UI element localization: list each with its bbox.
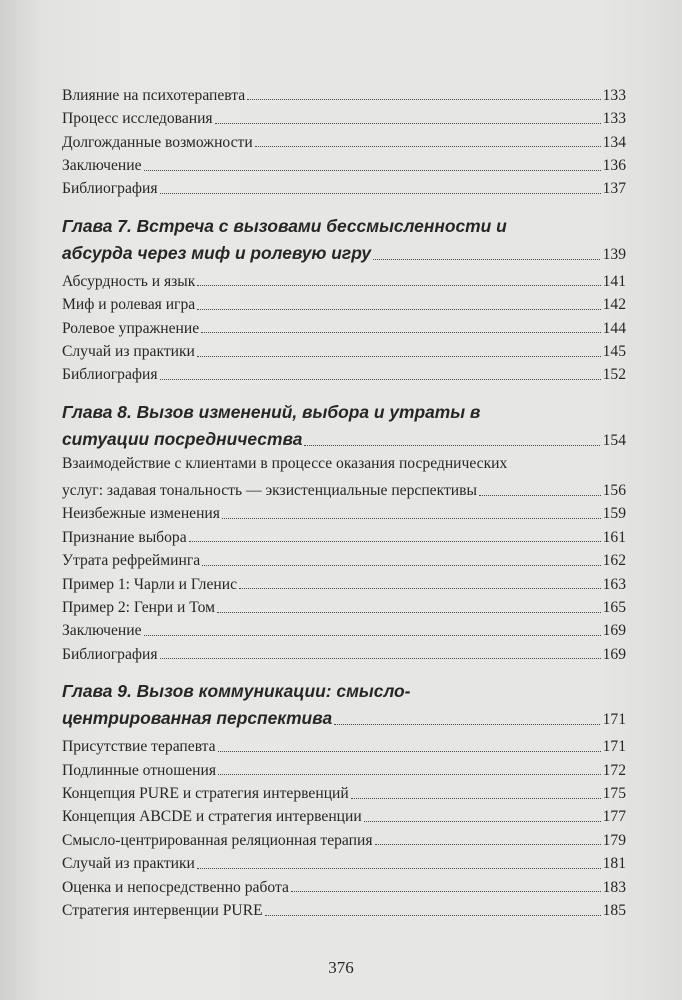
toc-entry-page: 144 [602, 319, 626, 337]
chapter-title-line [62, 425, 626, 450]
toc-entry-page: 133 [602, 86, 626, 104]
toc-entry-title: Ролевое упражнение [62, 319, 200, 337]
chapter-heading-9 [62, 678, 626, 729]
dot-leader [255, 146, 601, 147]
toc-entry [62, 778, 626, 801]
toc-entry-page: 134 [602, 133, 626, 151]
chapter-title-text: абсурда через миф и ролевую игру [62, 242, 372, 263]
toc-entry [62, 802, 626, 825]
toc-entry [62, 103, 626, 126]
toc-entry [62, 174, 626, 197]
dot-leader [218, 774, 601, 775]
chapter-title-line: Глава 7. Встреча с вызовами бессмысленности и [62, 215, 507, 236]
toc-entry [62, 639, 626, 662]
toc-entry-title: Концепция ABCDE и стратегия интервенции [62, 808, 362, 826]
toc-entry-page: 152 [602, 366, 626, 384]
dot-leader [304, 445, 599, 446]
chapter-title-line: Глава 9. Вызов коммуникации: смысло- [62, 681, 411, 702]
toc-entry-title: Пример 1: Чарли и Гленис [62, 575, 237, 593]
chapter-page: 139 [602, 245, 626, 263]
table-of-contents [62, 80, 626, 919]
toc-entry-page: 181 [602, 855, 626, 873]
toc-entry-title: Случай из практики [62, 855, 195, 873]
toc-entry-title: Библиография [62, 645, 158, 663]
dot-leader [351, 798, 601, 799]
dot-leader [144, 635, 601, 636]
toc-entry-page: 142 [602, 296, 626, 314]
dot-leader [160, 193, 601, 194]
toc-entry-title: Долгожданные возможности [62, 133, 253, 151]
toc-entry-title: Пример 2: Генри и Том [62, 599, 216, 617]
chapter-heading-8 [62, 399, 626, 450]
dot-leader [217, 612, 601, 613]
toc-entry-title: услуг: задавая тональность — экзистенциальные перспективы [62, 482, 477, 500]
dot-leader [265, 915, 601, 916]
toc-entry-page: 159 [602, 505, 626, 523]
chapter-heading-7 [62, 213, 626, 264]
dot-leader [144, 170, 601, 171]
dot-leader [375, 844, 601, 845]
page-number: 376 [328, 958, 354, 977]
toc-entry-title: Оценка и непосредственно работа [62, 878, 289, 896]
toc-entry-page: 175 [602, 785, 626, 802]
toc-entry-title: Признание выбора [62, 528, 187, 546]
toc-entry-page: 141 [602, 272, 626, 290]
chapter-title-line: Глава 8. Вызов изменений, выбора и утраты в [62, 401, 481, 422]
dot-leader [247, 99, 600, 100]
toc-entry-page: 172 [602, 761, 626, 779]
dot-leader [197, 309, 600, 310]
toc-entry-page: 145 [602, 342, 626, 360]
dot-leader [291, 891, 601, 892]
toc-entry [62, 499, 626, 522]
toc-entry-title: Смысло-центрированная реляционная терапия [62, 831, 373, 849]
toc-entry [62, 848, 626, 871]
toc-entry-title: Подлинные отношения [62, 761, 216, 779]
toc-entry [62, 755, 626, 778]
toc-entry [62, 475, 626, 498]
toc-entry [62, 150, 626, 173]
toc-entry [62, 825, 626, 848]
toc-entry-title: Миф и ролевая игра [62, 296, 196, 314]
toc-entry [62, 360, 626, 383]
toc-entry-page: 156 [602, 482, 626, 500]
dot-leader [202, 565, 600, 566]
toc-entry-page: 177 [602, 808, 626, 826]
toc-entry-title: Библиография [62, 366, 158, 384]
chapter-page: 171 [602, 711, 626, 729]
toc-entry-title: Процесс исследования [62, 110, 213, 128]
toc-entry-page: 183 [602, 878, 626, 896]
toc-entry [62, 80, 626, 103]
toc-entry [62, 895, 626, 918]
chapter-title-line [62, 704, 626, 729]
toc-entry-page: 162 [602, 552, 626, 570]
toc-entry-page: 161 [602, 528, 626, 546]
toc-entry [62, 289, 626, 312]
dot-leader [222, 518, 601, 519]
chapter-title-text: ситуации посредничества [62, 428, 303, 449]
toc-entry-title: Абсурдность и язык [62, 272, 196, 290]
dot-leader [373, 259, 600, 260]
toc-entry-page: 171 [602, 738, 626, 756]
chapter-page: 154 [602, 431, 626, 449]
toc-entry-page: 179 [602, 831, 626, 849]
chapter-title-line [62, 239, 626, 264]
toc-entry-multiline-first: Взаимодействие с клиентами в процессе оказания посреднических [62, 454, 508, 472]
dot-leader [479, 495, 601, 496]
toc-entry-title: Утрата рефрейминга [62, 552, 201, 570]
dot-leader [197, 868, 601, 869]
toc-entry [62, 127, 626, 150]
toc-entry-title: Концепция PURE и стратегия интервенций [62, 785, 349, 802]
toc-entry [62, 872, 626, 895]
dot-leader [160, 658, 601, 659]
toc-entry-page: 165 [602, 599, 626, 617]
dot-leader [215, 123, 601, 124]
toc-entry-page: 137 [602, 180, 626, 198]
toc-entry [62, 616, 626, 639]
toc-entry-title: Неизбежные изменения [62, 505, 220, 523]
dot-leader [364, 821, 601, 822]
dot-leader [197, 356, 601, 357]
toc-entry-page: 169 [602, 645, 626, 663]
toc-entry [62, 522, 626, 545]
chapter-title-text: центрированная перспектива [62, 708, 333, 729]
toc-entry [62, 266, 626, 289]
toc-entry-title: Влияние на психотерапевта [62, 86, 246, 104]
toc-entry [62, 592, 626, 615]
toc-entry-page: 133 [602, 110, 626, 128]
toc-entry-page: 185 [602, 901, 626, 919]
toc-entry [62, 313, 626, 336]
dot-leader [197, 285, 600, 286]
toc-entry-page: 169 [602, 622, 626, 640]
toc-entry-title: Присутствие терапевта [62, 738, 216, 756]
toc-entry-page: 163 [602, 575, 626, 593]
dot-leader [201, 332, 600, 333]
toc-entry-title: Библиография [62, 180, 158, 198]
dot-leader [334, 724, 599, 725]
dot-leader [189, 541, 601, 542]
toc-entry [62, 336, 626, 359]
toc-entry-title: Стратегия интервенции PURE [62, 901, 263, 919]
toc-entry-title: Заключение [62, 156, 142, 174]
toc-entry-title: Случай из практики [62, 342, 195, 360]
toc-entry [62, 569, 626, 592]
toc-entry-title: Заключение [62, 622, 142, 640]
dot-leader [218, 751, 601, 752]
toc-entry [62, 545, 626, 568]
dot-leader [239, 588, 601, 589]
toc-entry-page: 136 [602, 156, 626, 174]
dot-leader [160, 379, 601, 380]
toc-entry [62, 731, 626, 754]
